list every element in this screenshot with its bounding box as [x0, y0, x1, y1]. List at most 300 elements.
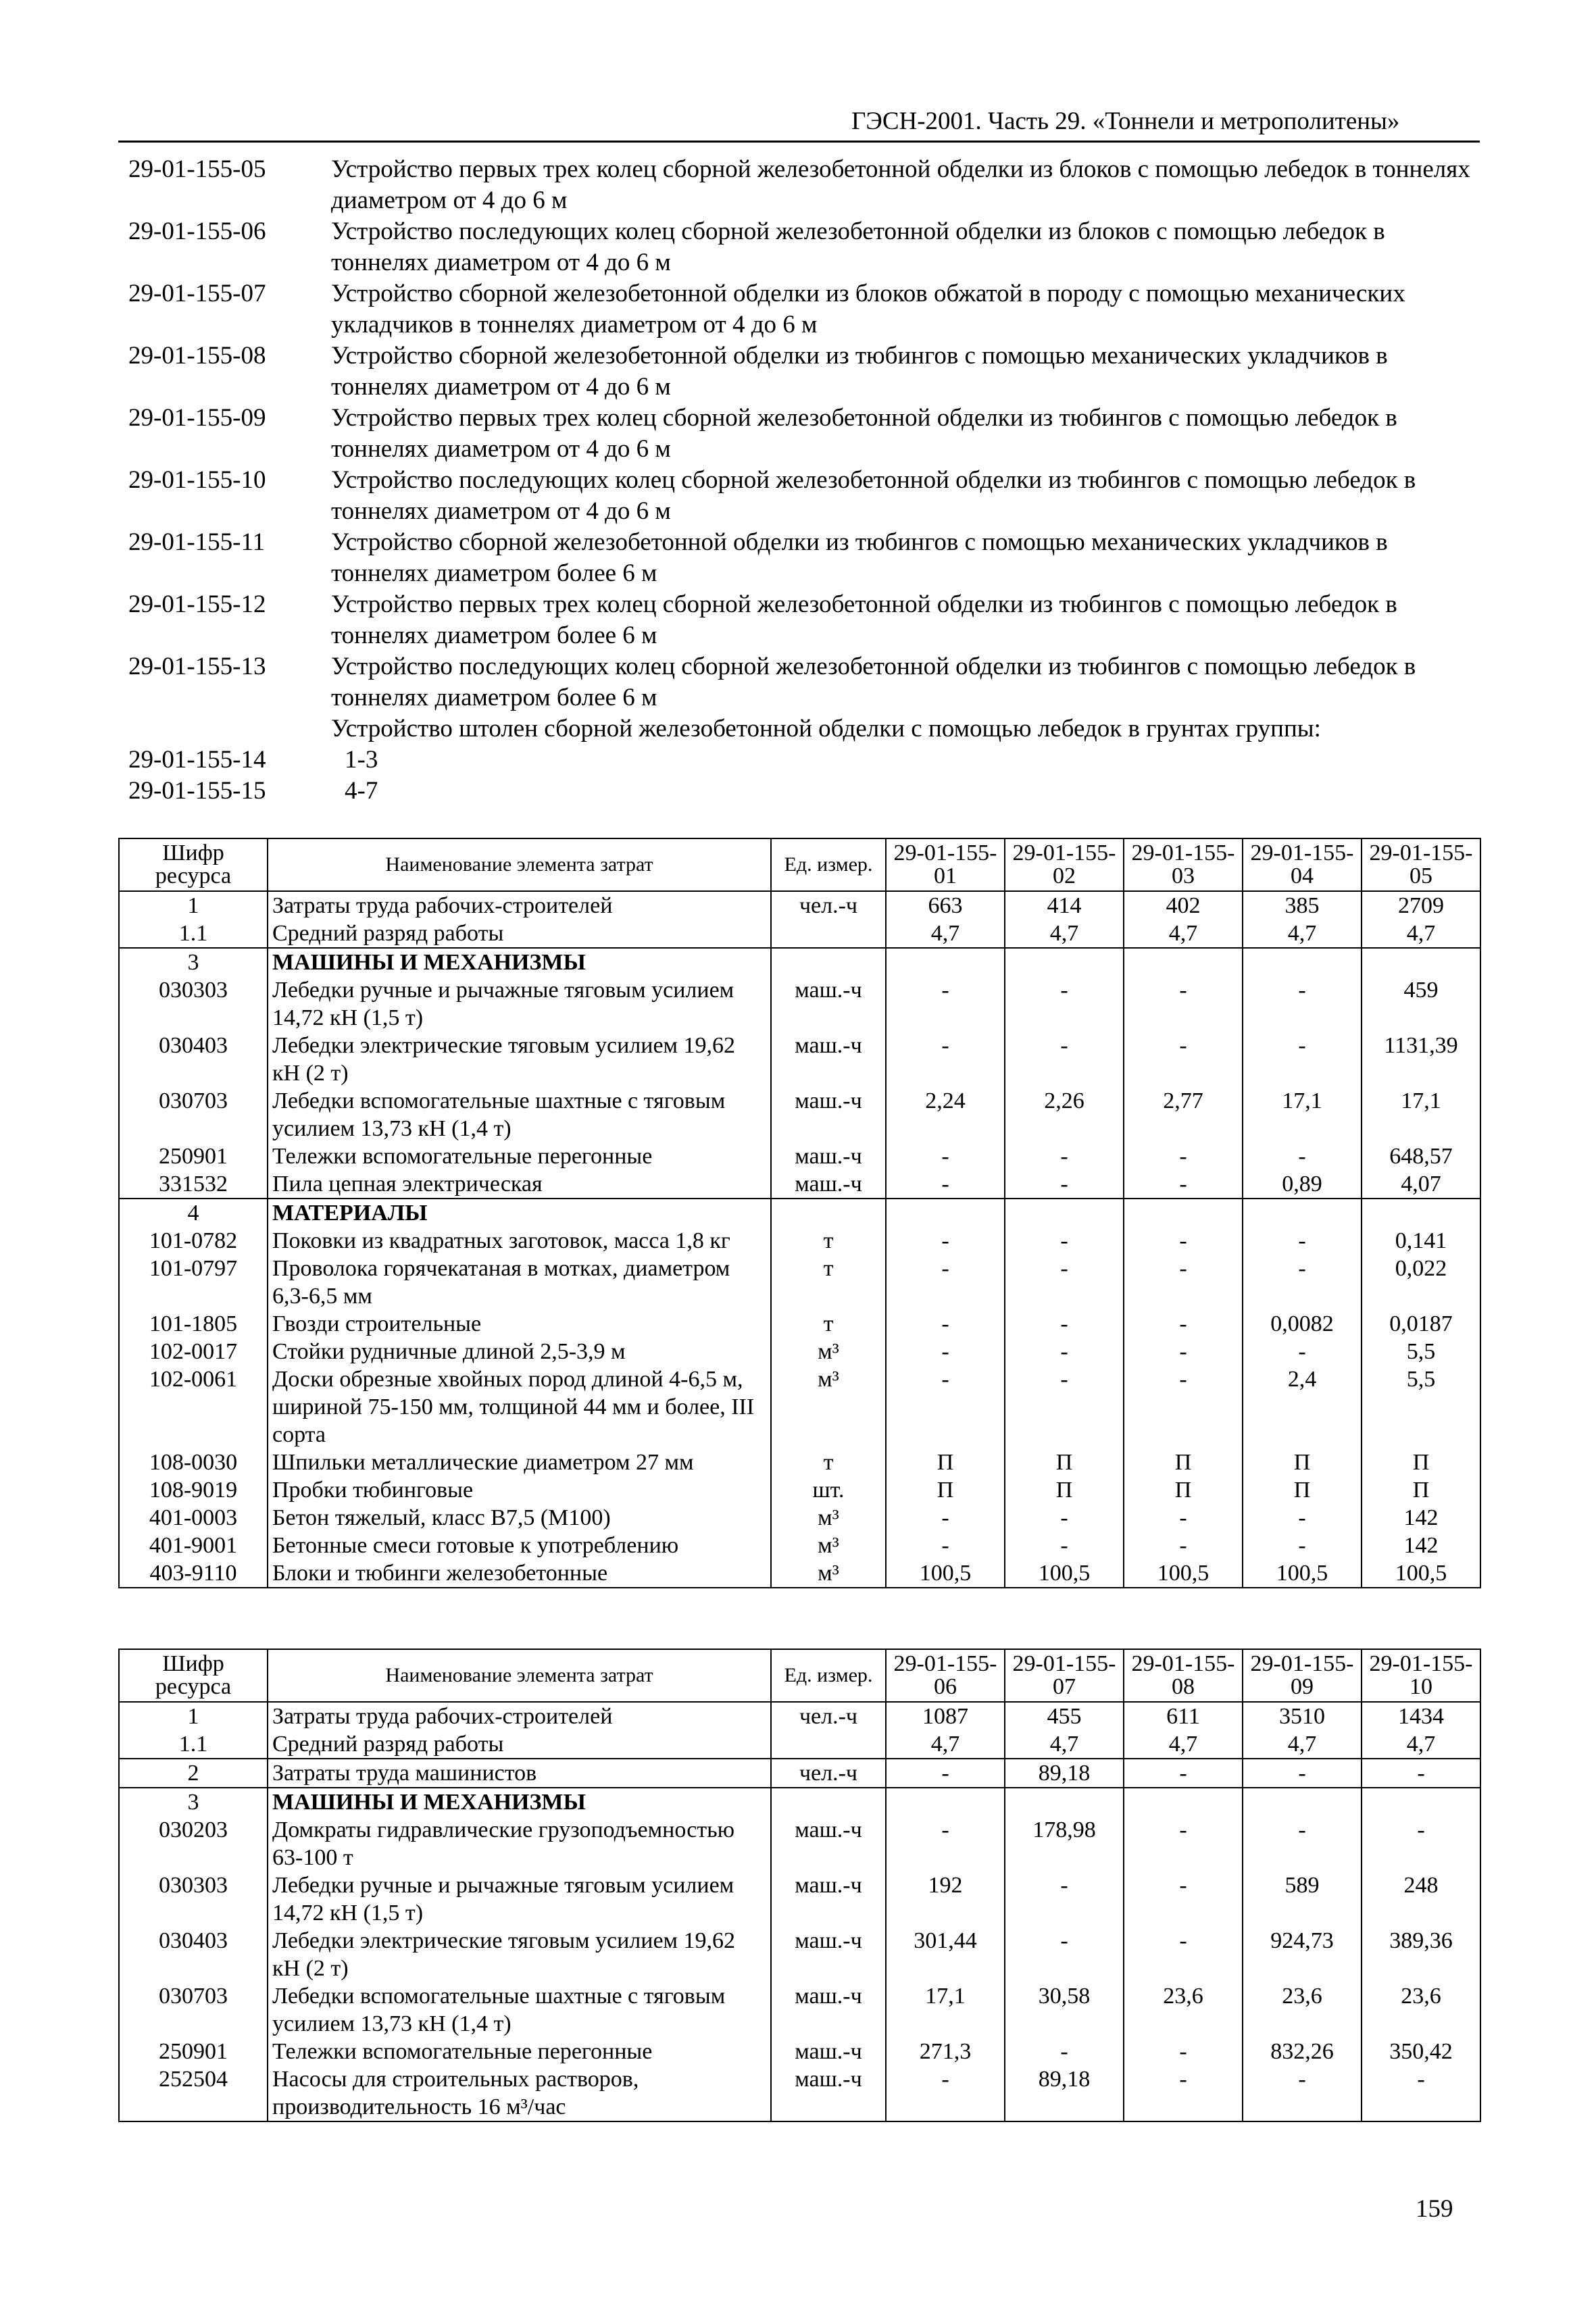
resource-code: 1.1 — [119, 1730, 268, 1759]
resource-value: 23,6 — [1362, 1982, 1480, 2038]
resource-value: 1087 — [886, 1702, 1005, 1730]
table-row — [119, 920, 1480, 948]
resource-code: 1.1 — [119, 920, 268, 948]
resource-name: Пробки тюбинговые — [268, 1476, 771, 1504]
resource-value: 100,5 — [886, 1559, 1005, 1588]
resource-value: 0,89 — [1243, 1170, 1362, 1199]
resource-value — [886, 1788, 1005, 1816]
resource-value: - — [886, 1504, 1005, 1532]
resource-value — [1243, 1199, 1362, 1227]
resource-name: Проволока горячекатаная в мотках, диаметром 6,3-6,5 мм — [268, 1255, 771, 1310]
resource-unit: маш.-ч — [771, 976, 886, 1032]
norm-description: Устройство сборной железобетонной обделки из тюбингов с помощью механических укладчиков в тоннелях диаметром более 6 м — [331, 528, 1388, 587]
header-norm-column: 29-01-155-10 — [1362, 1649, 1480, 1702]
resource-code: 030303 — [119, 976, 268, 1032]
resource-name: Средний разряд работы — [268, 1730, 771, 1759]
resource-value — [1243, 948, 1362, 976]
resource-value: 414 — [1005, 891, 1124, 920]
resource-name: Затраты труда машинистов — [268, 1759, 771, 1788]
resource-value: 142 — [1362, 1532, 1480, 1559]
resource-code: 102-0061 — [119, 1365, 268, 1449]
resource-name: Лебедки вспомогательные шахтные с тяговым усилием 13,73 кН (1,4 т) — [268, 1087, 771, 1142]
header-rule — [118, 141, 1480, 143]
resource-value: - — [1243, 1032, 1362, 1087]
resource-code: 101-1805 — [119, 1310, 268, 1338]
resource-code: 401-0003 — [119, 1504, 268, 1532]
resource-value: 100,5 — [1005, 1559, 1124, 1588]
resource-name: Гвозди строительные — [268, 1310, 771, 1338]
resource-unit: т — [771, 1449, 886, 1476]
resource-unit: чел.-ч — [771, 1702, 886, 1730]
resource-value: - — [1005, 1170, 1124, 1199]
header-norm-column: 29-01-155-01 — [886, 838, 1005, 891]
resource-name: Тележки вспомогательные перегонные — [268, 2038, 771, 2065]
resource-code: 030303 — [119, 1871, 268, 1927]
resource-value: 4,7 — [1005, 920, 1124, 948]
resource-code: 4 — [119, 1199, 268, 1227]
resource-code: 030403 — [119, 1032, 268, 1087]
resource-code: 403-9110 — [119, 1559, 268, 1588]
header-norm-column: 29-01-155-09 — [1243, 1649, 1362, 1702]
resource-value: - — [886, 1532, 1005, 1559]
table-row — [119, 1365, 1480, 1449]
resource-value: - — [1362, 1759, 1480, 1788]
resource-value: - — [886, 1142, 1005, 1170]
resource-value: - — [1124, 1170, 1243, 1199]
header-code: Шифр ресурса — [119, 838, 268, 891]
running-header: ГЭСН-2001. Часть 29. «Тоннели и метрополитены» — [851, 107, 1400, 135]
norm-description: Устройство первых трех колец сборной железобетонной обделки из тюбингов с помощью лебедок в тоннелях диаметром от 4 до 6 м — [331, 404, 1397, 463]
resource-value: - — [1005, 1032, 1124, 1087]
resource-value: - — [1124, 2038, 1243, 2065]
resource-name: Стойки рудничные длиной 2,5-3,9 м — [268, 1338, 771, 1365]
resource-name: Лебедки электрические тяговым усилием 19,62 кН (2 т) — [268, 1032, 771, 1087]
resource-value: - — [1124, 1532, 1243, 1559]
resource-code: 030203 — [119, 1816, 268, 1871]
resource-unit: маш.-ч — [771, 1170, 886, 1199]
resource-value: - — [1005, 976, 1124, 1032]
resource-code: 108-0030 — [119, 1449, 268, 1476]
resource-value: 4,7 — [1124, 920, 1243, 948]
resource-code: 3 — [119, 948, 268, 976]
header-norm-column: 29-01-155-05 — [1362, 838, 1480, 891]
norm-description: Устройство сборной железобетонной обделки из тюбингов с помощью механических укладчиков в тоннелях диаметром от 4 до 6 м — [331, 342, 1388, 401]
resource-value: - — [1124, 1227, 1243, 1255]
resource-value: П — [1124, 1476, 1243, 1504]
resource-value: - — [1124, 1759, 1243, 1788]
resource-name: МАТЕРИАЛЫ — [268, 1199, 771, 1227]
resource-unit: маш.-ч — [771, 1982, 886, 2038]
table-row — [119, 1730, 1480, 1759]
table-row — [119, 1816, 1480, 1871]
header-unit: Ед. измер. — [771, 1649, 886, 1702]
table-row — [119, 1532, 1480, 1559]
resource-unit: м³ — [771, 1338, 886, 1365]
resource-value: 2,24 — [886, 1087, 1005, 1142]
resource-unit — [771, 948, 886, 976]
resource-value: 5,5 — [1362, 1338, 1480, 1365]
resource-value: 142 — [1362, 1504, 1480, 1532]
norm-code-item — [128, 745, 1487, 776]
norm-code: 29-01-155-10 — [128, 466, 266, 494]
resource-table-1 — [118, 838, 1481, 1588]
table-row — [119, 1227, 1480, 1255]
resource-value: П — [1243, 1449, 1362, 1476]
norm-code: 29-01-155-12 — [128, 590, 266, 618]
resource-value: 455 — [1005, 1702, 1124, 1730]
resource-value: 832,26 — [1243, 2038, 1362, 2065]
resource-value: - — [1243, 2065, 1362, 2121]
resource-value: - — [1124, 1338, 1243, 1365]
resource-value: - — [1243, 1504, 1362, 1532]
resource-unit: маш.-ч — [771, 1142, 886, 1170]
resource-value: 663 — [886, 891, 1005, 920]
resource-table-2 — [118, 1649, 1481, 2122]
resource-value: - — [1005, 1310, 1124, 1338]
resource-code: 030703 — [119, 1087, 268, 1142]
resource-value: 1434 — [1362, 1702, 1480, 1730]
resource-unit: шт. — [771, 1476, 886, 1504]
resource-value — [1124, 1788, 1243, 1816]
resource-value: 100,5 — [1243, 1559, 1362, 1588]
resource-value: 100,5 — [1124, 1559, 1243, 1588]
resource-value: 402 — [1124, 891, 1243, 920]
resource-value: - — [1243, 1816, 1362, 1871]
resource-value: 17,1 — [886, 1982, 1005, 2038]
resource-value: - — [1243, 976, 1362, 1032]
resource-unit — [771, 920, 886, 948]
resource-value: - — [1124, 1816, 1243, 1871]
resource-unit: маш.-ч — [771, 1871, 886, 1927]
resource-value: - — [1005, 1142, 1124, 1170]
resource-name: МАШИНЫ И МЕХАНИЗМЫ — [268, 1788, 771, 1816]
resource-value — [1124, 948, 1243, 976]
resource-value: 4,7 — [886, 1730, 1005, 1759]
resource-code: 101-0797 — [119, 1255, 268, 1310]
resource-unit: м³ — [771, 1559, 886, 1588]
resource-value: - — [1124, 1142, 1243, 1170]
resource-value — [1124, 1199, 1243, 1227]
resource-value: 3510 — [1243, 1702, 1362, 1730]
resource-unit — [771, 1788, 886, 1816]
resource-value: - — [1243, 1532, 1362, 1559]
norm-code: 29-01-155-14 — [128, 746, 266, 774]
resource-value: 23,6 — [1124, 1982, 1243, 2038]
table-row — [119, 2065, 1480, 2121]
resource-code: 252504 — [119, 2065, 268, 2121]
resource-value: 248 — [1362, 1871, 1480, 1927]
norm-code: 29-01-155-08 — [128, 342, 266, 370]
resource-value: - — [1124, 1365, 1243, 1449]
page-number: 159 — [1416, 2195, 1453, 2223]
resource-name: Лебедки ручные и рычажные тяговым усилием 14,72 кН (1,5 т) — [268, 976, 771, 1032]
resource-value: 2,77 — [1124, 1087, 1243, 1142]
table-row — [119, 1255, 1480, 1310]
resource-code: 030703 — [119, 1982, 268, 2038]
resource-name: Поковки из квадратных заготовок, масса 1,8 кг — [268, 1227, 771, 1255]
resource-value: - — [1005, 1227, 1124, 1255]
resource-value: - — [886, 1816, 1005, 1871]
resource-value: 178,98 — [1005, 1816, 1124, 1871]
resource-name: Тележки вспомогательные перегонные — [268, 1142, 771, 1170]
resource-value: - — [886, 1338, 1005, 1365]
table-row — [119, 1871, 1480, 1927]
table-row — [119, 1927, 1480, 1982]
norm-code-item — [128, 216, 1487, 278]
resource-value: 192 — [886, 1871, 1005, 1927]
norm-code — [128, 713, 331, 745]
table-row — [119, 1476, 1480, 1504]
norm-description: Устройство первых трех колец сборной железобетонной обделки из тюбингов с помощью лебедок в тоннелях диаметром более 6 м — [331, 590, 1397, 649]
resource-value: 350,42 — [1362, 2038, 1480, 2065]
resource-value: П — [1124, 1449, 1243, 1476]
norm-description: Устройство последующих колец сборной железобетонной обделки из блоков с помощью лебедок в тоннелях диаметром от 4 до 6 м — [331, 218, 1385, 276]
resource-value: - — [1124, 1032, 1243, 1087]
norm-code-item — [128, 278, 1487, 341]
norm-code-item — [128, 713, 1487, 745]
resource-value: 4,7 — [1243, 920, 1362, 948]
resource-name: МАШИНЫ И МЕХАНИЗМЫ — [268, 948, 771, 976]
resource-value: - — [1362, 2065, 1480, 2121]
norm-description: Устройство штолен сборной железобетонной обделки с помощью лебедок в грунтах группы: — [331, 715, 1321, 743]
resource-value — [886, 948, 1005, 976]
resource-value — [1005, 1199, 1124, 1227]
table-row — [119, 1982, 1480, 2038]
resource-value: 4,07 — [1362, 1170, 1480, 1199]
resource-value: П — [1005, 1449, 1124, 1476]
resource-value — [1362, 1199, 1480, 1227]
resource-value: - — [1243, 1338, 1362, 1365]
resource-value: 611 — [1124, 1702, 1243, 1730]
resource-name: Затраты труда рабочих-строителей — [268, 891, 771, 920]
resource-value: - — [1005, 1338, 1124, 1365]
resource-value: 30,58 — [1005, 1982, 1124, 2038]
resource-code: 2 — [119, 1759, 268, 1788]
resource-value: - — [1005, 1504, 1124, 1532]
resource-value: - — [1243, 1227, 1362, 1255]
resource-value: - — [886, 2065, 1005, 2121]
resource-value: 0,022 — [1362, 1255, 1480, 1310]
table-row — [119, 1759, 1480, 1788]
resource-code: 101-0782 — [119, 1227, 268, 1255]
resource-value: - — [1124, 1255, 1243, 1310]
resource-value: - — [1005, 2038, 1124, 2065]
resource-value — [1362, 1788, 1480, 1816]
resource-value: 0,141 — [1362, 1227, 1480, 1255]
resource-unit: маш.-ч — [771, 2038, 886, 2065]
resource-unit: маш.-ч — [771, 1032, 886, 1087]
norm-code: 29-01-155-06 — [128, 218, 266, 245]
norm-code-item — [128, 403, 1487, 465]
resource-value: 4,7 — [1243, 1730, 1362, 1759]
norm-code: 29-01-155-15 — [128, 777, 266, 805]
resource-value: - — [1124, 976, 1243, 1032]
resource-value: - — [886, 1365, 1005, 1449]
header-norm-column: 29-01-155-03 — [1124, 838, 1243, 891]
resource-code: 250901 — [119, 1142, 268, 1170]
resource-unit: маш.-ч — [771, 2065, 886, 2121]
norm-code-item — [128, 589, 1487, 651]
resource-value: - — [886, 1255, 1005, 1310]
resource-value: 271,3 — [886, 2038, 1005, 2065]
resource-value: - — [886, 1759, 1005, 1788]
resource-value: 2,26 — [1005, 1087, 1124, 1142]
resource-value: - — [1005, 1365, 1124, 1449]
resource-name: Лебедки ручные и рычажные тяговым усилием 14,72 кН (1,5 т) — [268, 1871, 771, 1927]
norm-code-item — [128, 651, 1487, 713]
resource-value: 1131,39 — [1362, 1032, 1480, 1087]
header-norm-column: 29-01-155-04 — [1243, 838, 1362, 891]
header-norm-column: 29-01-155-06 — [886, 1649, 1005, 1702]
resource-value: - — [886, 1032, 1005, 1087]
resource-code: 1 — [119, 1702, 268, 1730]
table-row — [119, 1087, 1480, 1142]
resource-value: 89,18 — [1005, 2065, 1124, 2121]
resource-value: - — [1005, 1255, 1124, 1310]
resource-name: Бетонные смеси готовые к употреблению — [268, 1532, 771, 1559]
resource-value: - — [1362, 1816, 1480, 1871]
resource-value: 648,57 — [1362, 1142, 1480, 1170]
norm-code-item — [128, 341, 1487, 403]
table-row — [119, 1449, 1480, 1476]
norm-code-item — [128, 527, 1487, 589]
norm-description: 4-7 — [345, 777, 378, 805]
norm-description: Устройство первых трех колец сборной железобетонной обделки из блоков с помощью лебедок в тоннелях диаметром от 4 до 6 м — [331, 155, 1470, 214]
header-norm-column: 29-01-155-07 — [1005, 1649, 1124, 1702]
resource-value: 17,1 — [1243, 1087, 1362, 1142]
resource-name: Средний разряд работы — [268, 920, 771, 948]
resource-unit: т — [771, 1255, 886, 1310]
resource-value: П — [1362, 1449, 1480, 1476]
resource-value: - — [886, 1170, 1005, 1199]
resource-value: 301,44 — [886, 1927, 1005, 1982]
resource-unit: м³ — [771, 1365, 886, 1449]
table-header-row — [119, 1649, 1480, 1702]
table-header-row — [119, 838, 1480, 891]
norm-code: 29-01-155-09 — [128, 404, 266, 432]
resource-value: 924,73 — [1243, 1927, 1362, 1982]
resource-unit: т — [771, 1310, 886, 1338]
resource-value: П — [1005, 1476, 1124, 1504]
resource-unit — [771, 1199, 886, 1227]
resource-value: 4,7 — [1005, 1730, 1124, 1759]
norm-code: 29-01-155-11 — [128, 528, 266, 556]
resource-value: П — [886, 1476, 1005, 1504]
resource-value — [1005, 1788, 1124, 1816]
norm-code: 29-01-155-05 — [128, 155, 266, 183]
resource-value: - — [1243, 1255, 1362, 1310]
resource-unit: чел.-ч — [771, 891, 886, 920]
resource-value: 459 — [1362, 976, 1480, 1032]
norm-code: 29-01-155-13 — [128, 653, 266, 680]
resource-value: - — [886, 976, 1005, 1032]
resource-value: - — [1124, 1871, 1243, 1927]
resource-value — [1243, 1788, 1362, 1816]
resource-value: - — [1005, 1532, 1124, 1559]
norm-description: 1-3 — [345, 746, 378, 774]
resource-value: - — [1124, 1504, 1243, 1532]
resource-value: 89,18 — [1005, 1759, 1124, 1788]
norm-description: Устройство последующих колец сборной железобетонной обделки из тюбингов с помощью лебедок в тоннелях диаметром более 6 м — [331, 653, 1416, 711]
resource-value: 4,7 — [886, 920, 1005, 948]
resource-name: Домкраты гидравлические грузоподъемностью 63-100 т — [268, 1816, 771, 1871]
resource-unit: маш.-ч — [771, 1927, 886, 1982]
resource-value: - — [1124, 1927, 1243, 1982]
resource-value: 23,6 — [1243, 1982, 1362, 2038]
resource-value: - — [1005, 1871, 1124, 1927]
norm-description: Устройство сборной железобетонной обделки из блоков обжатой в породу с помощью механических укладчиков в тоннелях диаметром от 4 до 6 м — [331, 280, 1405, 338]
resource-value: 4,7 — [1362, 1730, 1480, 1759]
resource-code: 331532 — [119, 1170, 268, 1199]
resource-code: 030403 — [119, 1927, 268, 1982]
resource-value: - — [886, 1310, 1005, 1338]
resource-code: 1 — [119, 891, 268, 920]
resource-name: Бетон тяжелый, класс В7,5 (М100) — [268, 1504, 771, 1532]
table-row — [119, 1170, 1480, 1199]
resource-value: - — [1243, 1142, 1362, 1170]
header-norm-column: 29-01-155-02 — [1005, 838, 1124, 891]
table-row — [119, 1559, 1480, 1588]
section-row — [119, 1788, 1480, 1816]
table-row — [119, 2038, 1480, 2065]
table-row — [119, 976, 1480, 1032]
resource-code: 401-9001 — [119, 1532, 268, 1559]
resource-value — [1005, 948, 1124, 976]
resource-value: 100,5 — [1362, 1559, 1480, 1588]
resource-value — [1362, 948, 1480, 976]
resource-value: - — [886, 1227, 1005, 1255]
resource-value: 0,0187 — [1362, 1310, 1480, 1338]
resource-code: 108-9019 — [119, 1476, 268, 1504]
norm-code-item — [128, 154, 1487, 216]
table-row — [119, 1142, 1480, 1170]
table-row — [119, 1338, 1480, 1365]
section-row — [119, 948, 1480, 976]
resource-value: П — [1362, 1476, 1480, 1504]
resource-unit: м³ — [771, 1504, 886, 1532]
resource-name: Шпильки металлические диаметром 27 мм — [268, 1449, 771, 1476]
table-row — [119, 1310, 1480, 1338]
header-name: Наименование элемента затрат — [268, 838, 771, 891]
norm-code-list — [128, 154, 1487, 807]
resource-name: Затраты труда рабочих-строителей — [268, 1702, 771, 1730]
resource-code: 102-0017 — [119, 1338, 268, 1365]
resource-unit: маш.-ч — [771, 1816, 886, 1871]
header-name: Наименование элемента затрат — [268, 1649, 771, 1702]
resource-unit: м³ — [771, 1532, 886, 1559]
resource-name: Лебедки вспомогательные шахтные с тяговым усилием 13,73 кН (1,4 т) — [268, 1982, 771, 2038]
resource-value: 5,5 — [1362, 1365, 1480, 1449]
resource-value: 589 — [1243, 1871, 1362, 1927]
resource-code: 3 — [119, 1788, 268, 1816]
resource-value: 389,36 — [1362, 1927, 1480, 1982]
header-norm-column: 29-01-155-08 — [1124, 1649, 1243, 1702]
resource-value: 2,4 — [1243, 1365, 1362, 1449]
section-row — [119, 1199, 1480, 1227]
header-code: Шифр ресурса — [119, 1649, 268, 1702]
table-row — [119, 1702, 1480, 1730]
resource-value: 4,7 — [1362, 920, 1480, 948]
resource-value: 17,1 — [1362, 1087, 1480, 1142]
norm-code: 29-01-155-07 — [128, 280, 266, 307]
resource-value: П — [886, 1449, 1005, 1476]
resource-name: Блоки и тюбинги железобетонные — [268, 1559, 771, 1588]
resource-value: - — [1243, 1759, 1362, 1788]
resource-code: 250901 — [119, 2038, 268, 2065]
table-row — [119, 1504, 1480, 1532]
resource-value: 0,0082 — [1243, 1310, 1362, 1338]
resource-unit: маш.-ч — [771, 1087, 886, 1142]
